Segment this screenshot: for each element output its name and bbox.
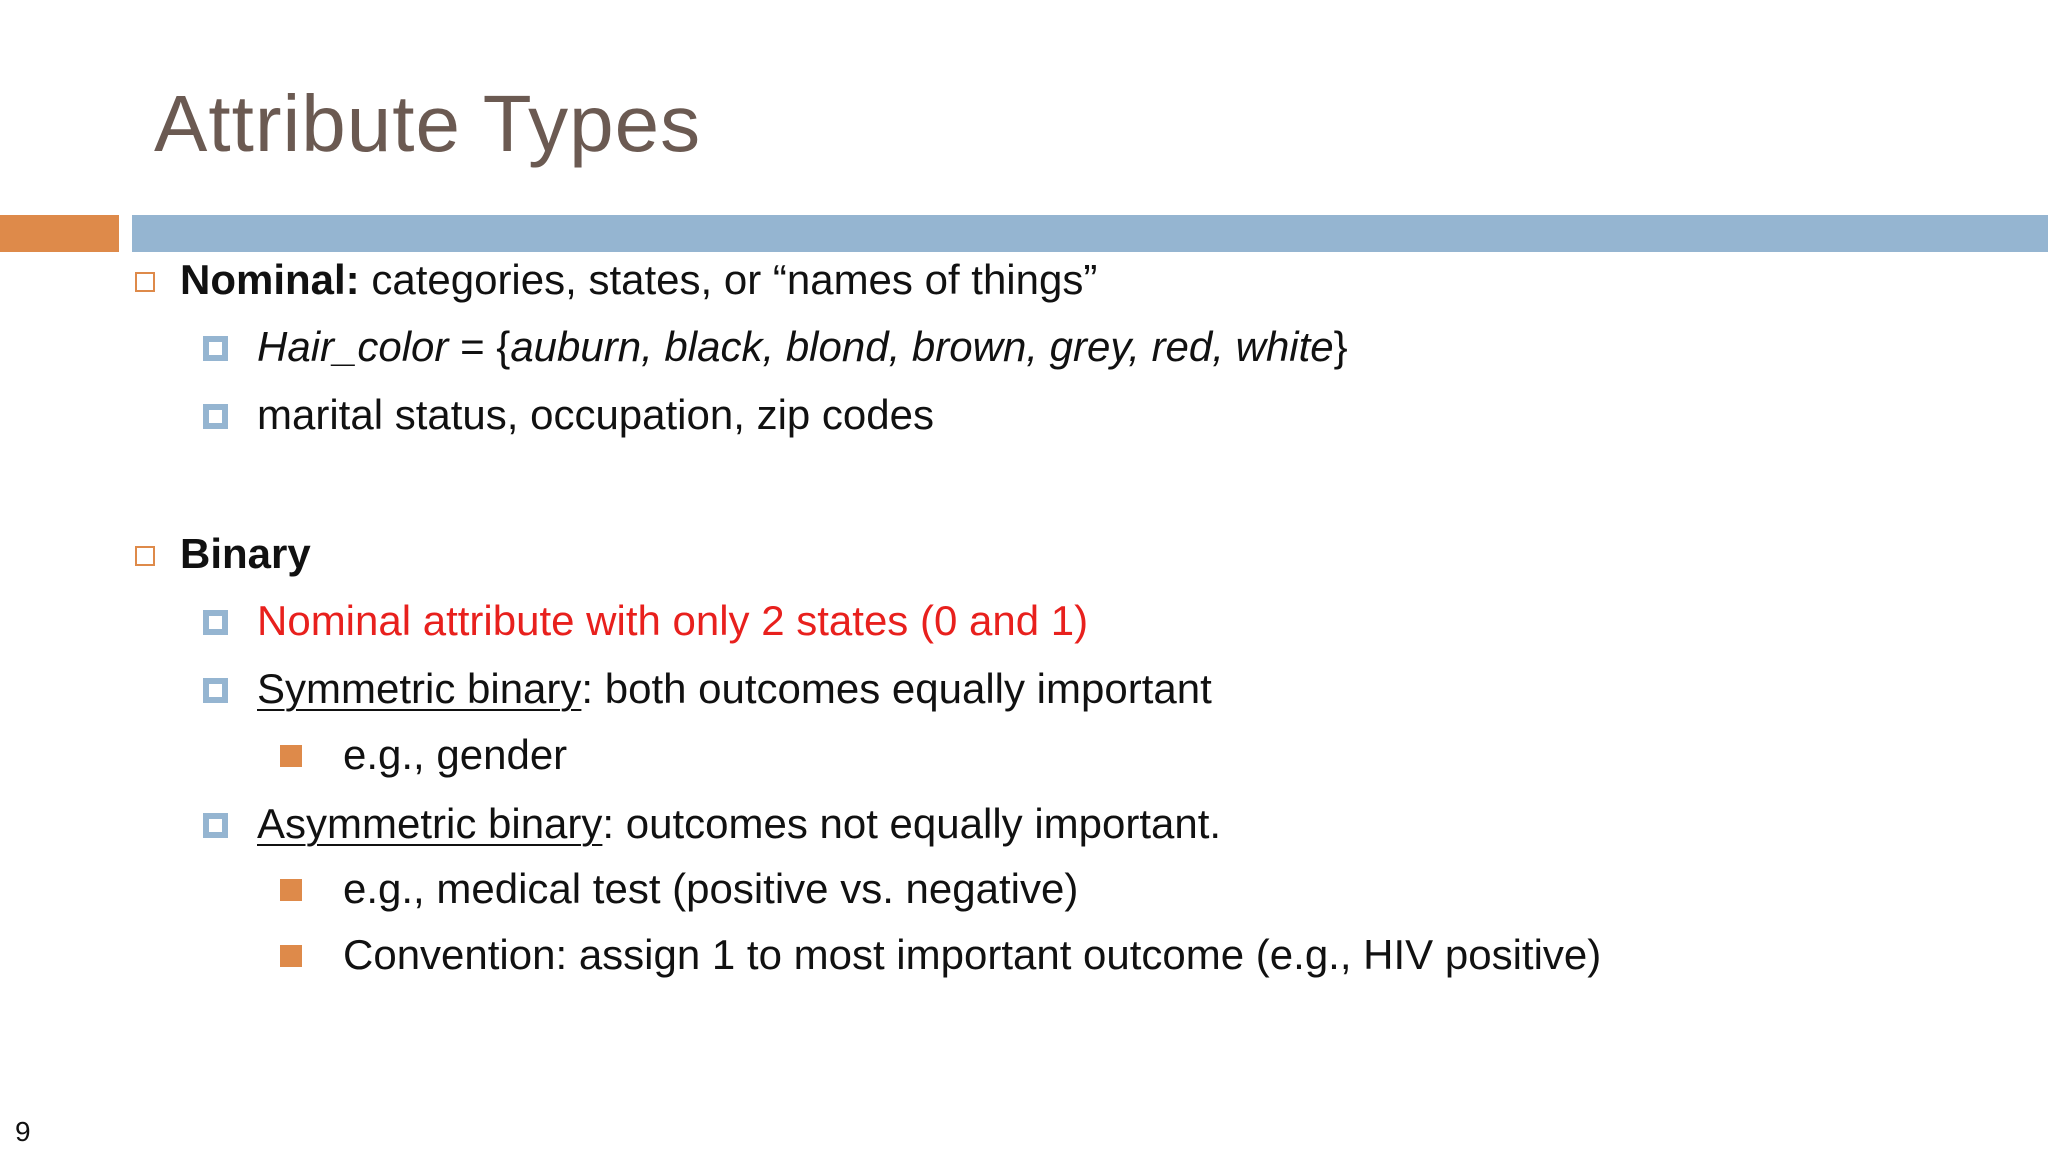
- level2-square-bullet-icon: [203, 404, 228, 429]
- level1-square-bullet-icon: [135, 546, 155, 566]
- symmetric-binary-example: e.g., gender: [343, 731, 568, 778]
- level3-filled-square-bullet-icon: [280, 745, 302, 767]
- level2-square-bullet-icon: [203, 336, 228, 361]
- level2-square-bullet-icon: [203, 610, 228, 635]
- nominal-examples: marital status, occupation, zip codes: [257, 391, 935, 438]
- asymmetric-binary-convention: Convention: assign 1 to most important outcome (e.g., HIV positive): [343, 931, 1602, 978]
- hair-color-close: }: [1333, 323, 1348, 370]
- page-number: 9: [15, 1116, 31, 1147]
- level1-square-bullet-icon: [135, 272, 155, 292]
- symmetric-binary-term: Symmetric binary: [257, 665, 582, 712]
- level3-filled-square-bullet-icon: [280, 879, 302, 901]
- slide-title: Attribute Types: [154, 79, 702, 168]
- asymmetric-binary-definition: : outcomes not equally important.: [602, 800, 1222, 847]
- nominal-bullet: [180, 256, 1098, 303]
- hair-color-equals: = {: [448, 323, 511, 370]
- title-accent-bar-orange: [0, 215, 119, 252]
- symmetric-binary-bullet: [257, 665, 1212, 712]
- hair-color-values: auburn, black, blond, brown, grey, red, white: [510, 323, 1334, 370]
- title-accent-bar-blue: [132, 215, 2048, 252]
- level3-filled-square-bullet-icon: [280, 945, 302, 967]
- asymmetric-binary-term: Asymmetric binary: [257, 800, 603, 847]
- hair-color-example: [257, 323, 1348, 370]
- hair-color-name: Hair_color: [257, 323, 449, 370]
- asymmetric-binary-example: e.g., medical test (positive vs. negative): [343, 865, 1079, 912]
- nominal-definition: categories, states, or “names of things”: [359, 256, 1098, 303]
- nominal-term: Nominal:: [180, 256, 360, 303]
- level2-square-bullet-icon: [203, 813, 228, 838]
- level2-square-bullet-icon: [203, 678, 228, 703]
- symmetric-binary-definition: : both outcomes equally important: [581, 665, 1212, 712]
- asymmetric-binary-bullet: [257, 800, 1222, 847]
- binary-term: Binary: [180, 530, 311, 577]
- binary-definition: Nominal attribute with only 2 states (0 and 1): [257, 597, 1089, 644]
